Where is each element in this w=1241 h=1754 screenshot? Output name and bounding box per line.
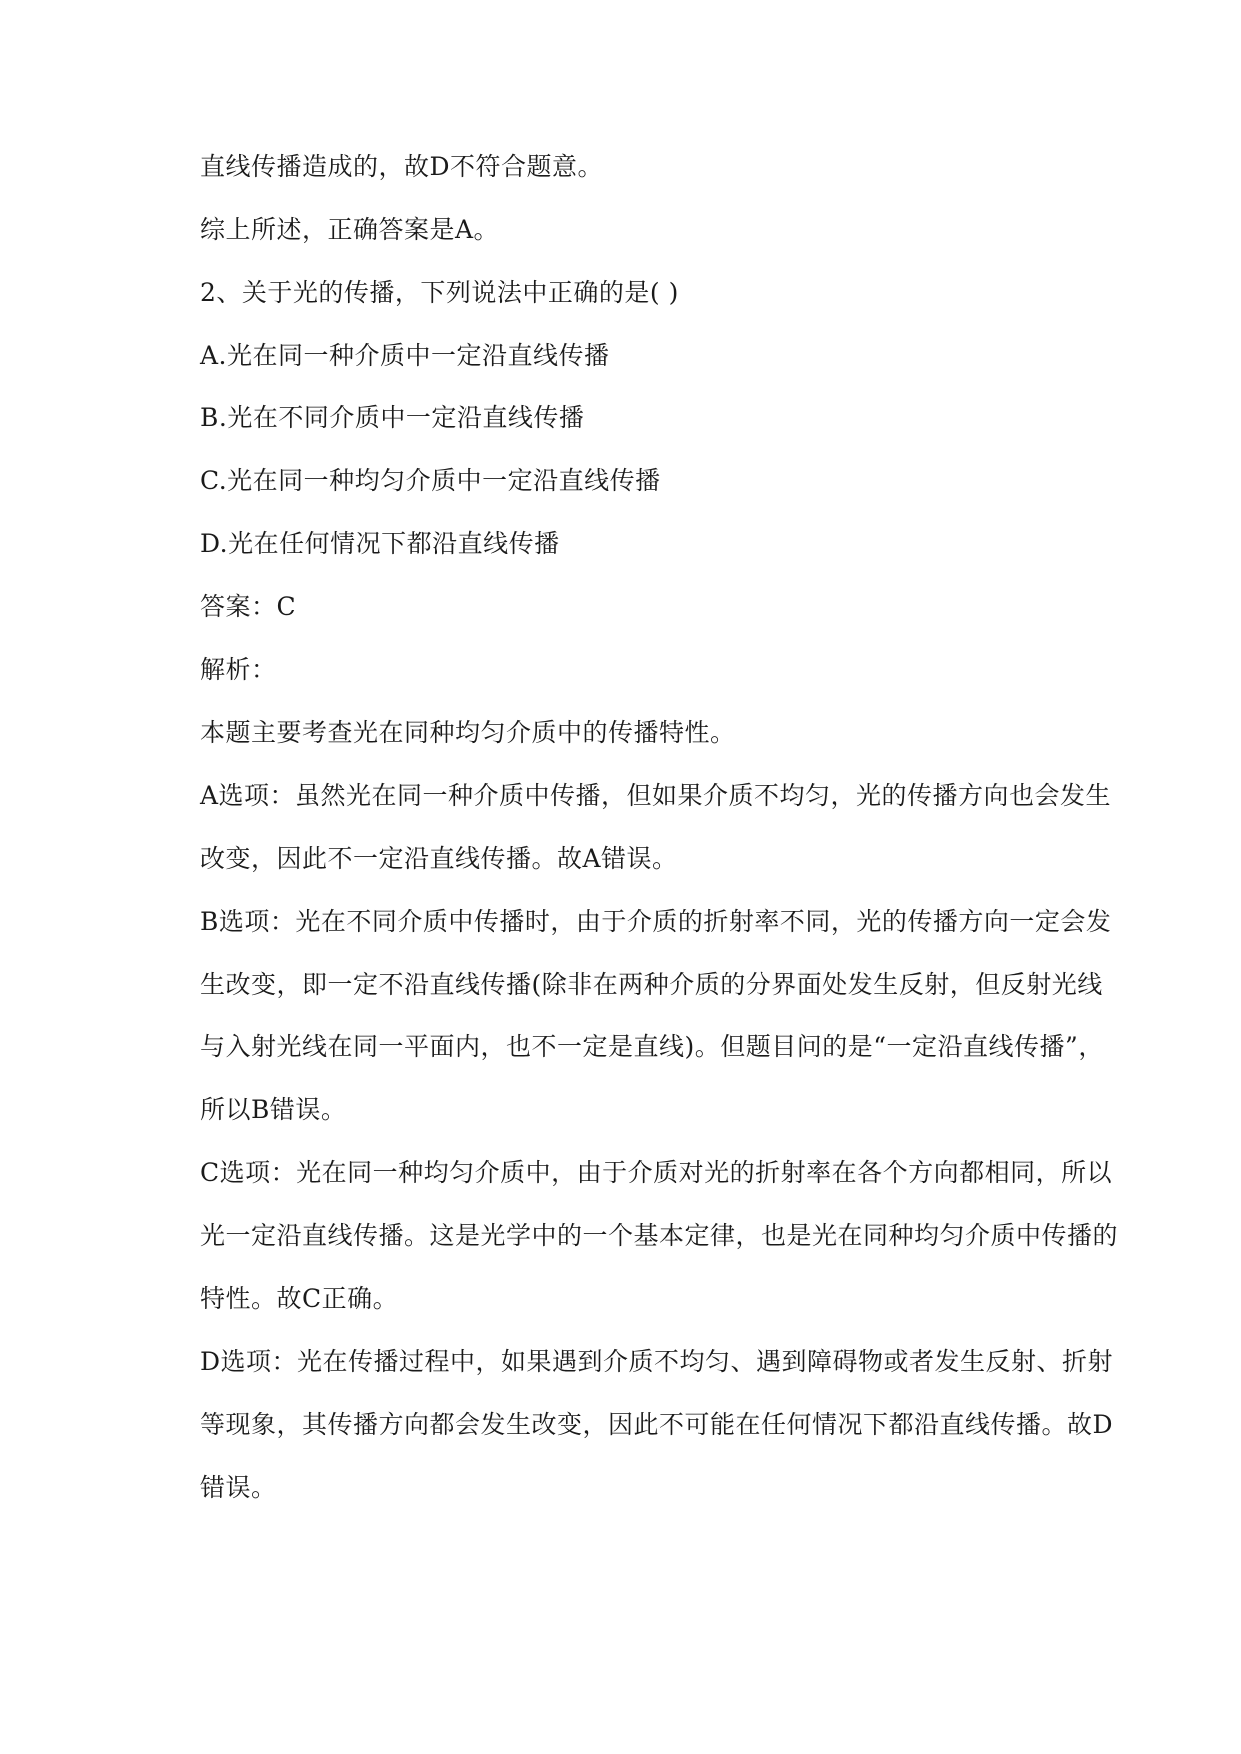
option-a: A.光在同一种介质中一定沿直线传播 <box>200 341 610 370</box>
analysis-d-line-3: 错误。 <box>200 1473 277 1502</box>
answer-line: 答案：C <box>200 592 297 621</box>
analysis-d-line-2: 等现象，其传播方向都会发生改变，因此不可能在任何情况下都沿直线传播。故D <box>200 1410 1114 1439</box>
analysis-heading: 解析： <box>200 655 277 684</box>
option-d: D.光在任何情况下都沿直线传播 <box>200 529 560 558</box>
option-c: C.光在同一种均匀介质中一定沿直线传播 <box>200 466 661 495</box>
analysis-b-line-4: 所以B错误。 <box>200 1095 347 1124</box>
analysis-c-line-2: 光一定沿直线传播。这是光学中的一个基本定律，也是光在同种均匀介质中传播的 <box>200 1221 1119 1250</box>
option-b: B.光在不同介质中一定沿直线传播 <box>200 403 585 432</box>
analysis-d-line-1: D选项：光在传播过程中，如果遇到介质不均匀、遇到障碍物或者发生反射、折射 <box>200 1347 1114 1376</box>
analysis-b-line-1: B选项：光在不同介质中传播时，由于介质的折射率不同，光的传播方向一定会发 <box>200 907 1112 936</box>
analysis-c-line-1: C选项：光在同一种均匀介质中，由于介质对光的折射率在各个方向都相同，所以 <box>200 1158 1113 1187</box>
question-title: 2、关于光的传播，下列说法中正确的是( ) <box>200 278 679 307</box>
analysis-b-line-3: 与入射光线在同一平面内，也不一定是直线)。但题目问的是“一定沿直线传播”， <box>200 1032 1104 1061</box>
analysis-c-line-3: 特性。故C正确。 <box>200 1284 399 1313</box>
text-line-summary: 综上所述，正确答案是A。 <box>200 215 500 244</box>
analysis-intro: 本题主要考查光在同种均匀介质中的传播特性。 <box>200 718 736 747</box>
analysis-a-line-1: A选项：虽然光在同一种介质中传播，但如果介质不均匀，光的传播方向也会发生 <box>200 781 1112 810</box>
analysis-a-line-2: 改变，因此不一定沿直线传播。故A错误。 <box>200 844 678 873</box>
analysis-b-line-2: 生改变，即一定不沿直线传播(除非在两种介质的分界面处发生反射，但反射光线 <box>200 970 1103 999</box>
text-line-continuation: 直线传播造成的，故D不符合题意。 <box>200 152 604 181</box>
